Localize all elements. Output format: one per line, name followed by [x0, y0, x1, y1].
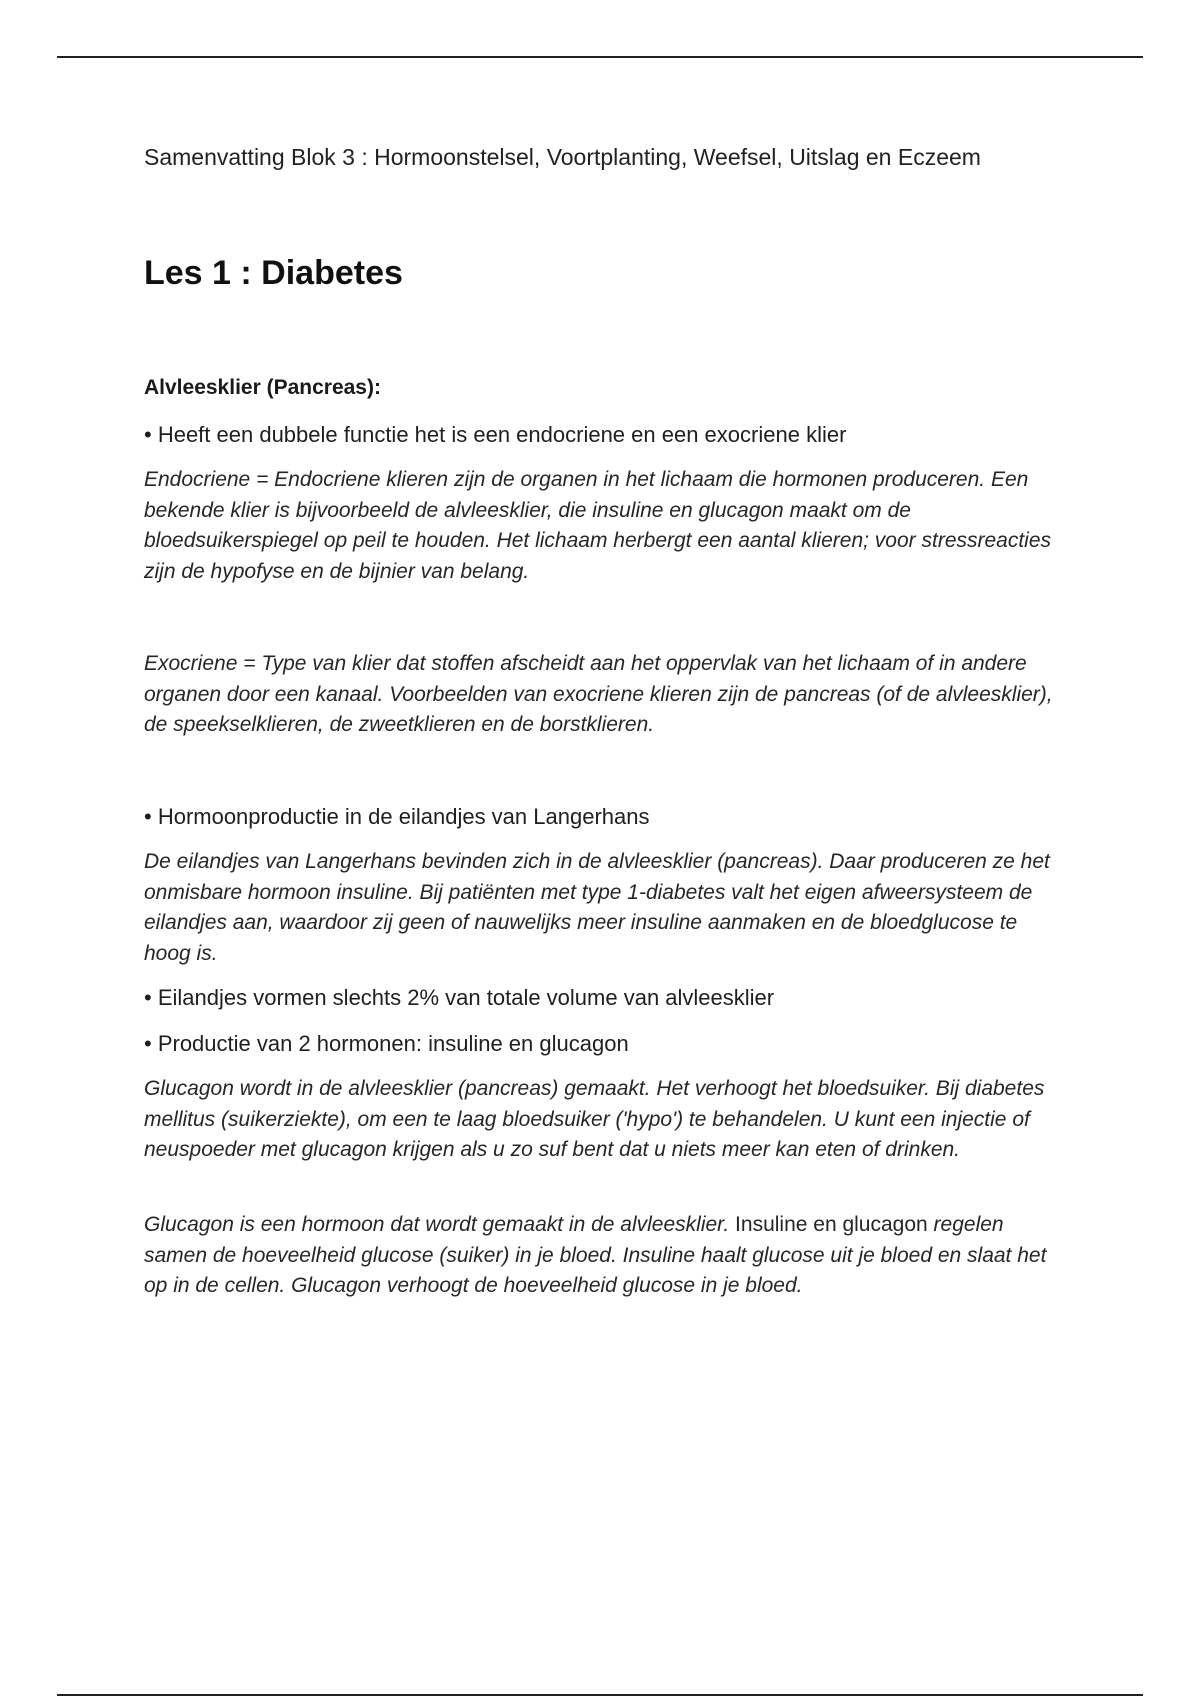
paragraph-glucagon-2 — [144, 1210, 1064, 1302]
paragraph-exocriene — [144, 649, 1064, 741]
bullet-item: • Eilandjes vormen slechts 2% van totale volume van alvleesklier — [144, 985, 775, 1010]
glucagon-text: Glucagon wordt in de alvleesklier (pancreas) gemaakt. Het verhoogt het bloedsuiker. Bij diabetes mellitus (suikerziekte), om een te laag bloedsuiker ('hypo') te behandelen. U kunt een injectie of neuspoeder met glucagon krijgen als u zo suf bent dat u niets meer kan eten of drinken. — [144, 1077, 1045, 1161]
bullet-volume — [144, 983, 1064, 1013]
pancreas-section — [144, 374, 1064, 402]
glucagon-insuline-text — [144, 1210, 1064, 1302]
paragraph-langerhans — [144, 847, 1064, 969]
insuline-glucagon-fragment: Insuline en glucagon — [729, 1213, 928, 1236]
glucagon-continuation: regelen samen de hoeveelheid glucose (suiker) in je bloed. Insuline haalt glucose uit je bloed en slaat het op in de cellen. Glucagon verhoogt de hoeveelheid glucose in je bloed. — [144, 1213, 1047, 1297]
paragraph-endocriene — [144, 465, 1064, 587]
langerhans-text: De eilandjes van Langerhans bevinden zich in de alvleesklier (pancreas). Daar produceren ze het onmisbare hormoon insuline. Bij patiënten met type 1-diabetes valt het eigen afweersysteem de eilandjes aan, waardoor zij geen of nauwelijks meer insuline aanmaken en de bloedglucose te hoog is. — [144, 850, 1050, 965]
bullet-dual-function — [144, 420, 1064, 450]
bullet-item: • Hormoonproductie in de eilandjes van Langerhans — [144, 804, 650, 829]
document-body — [144, 142, 1064, 1297]
bottom-divider — [57, 1694, 1143, 1696]
section-heading: Alvleesklier (Pancreas): — [144, 376, 381, 399]
bullet-item: • Productie van 2 hormonen: insuline en glucagon — [144, 1031, 629, 1056]
bullet-item: • Heeft een dubbele functie het is een endocriene en een exocriene klier — [144, 422, 847, 447]
document-subtitle: Samenvatting Blok 3 : Hormoonstelsel, Voortplanting, Weefsel, Uitslag en Eczeem — [144, 144, 981, 170]
glucagon-sentence: Glucagon is een hormoon dat wordt gemaakt in de alvleesklier. — [144, 1213, 730, 1236]
bullet-langerhans — [144, 802, 1064, 832]
bullet-hormones — [144, 1029, 1064, 1059]
definition-exocriene: Exocriene = Type van klier dat stoffen afscheidt aan het oppervlak van het lichaam of in andere organen door een kanaal. Voorbeelden van exocriene klieren zijn de pancreas (of de alvleesklier), de speekselklieren, de zweetklieren en de borstklieren. — [144, 652, 1053, 736]
paragraph-glucagon-1 — [144, 1074, 1064, 1166]
definition-endocriene: Endocriene = Endocriene klieren zijn de organen in het lichaam die hormonen produceren. Een bekende klier is bijvoorbeeld de alvleesklier, die insuline en glucagon maakt om de bloedsuikerspiegel op peil te houden. Het lichaam herbergt een aantal klieren; voor stressreacties zijn de hypofyse en de bijnier van belang. — [144, 468, 1052, 583]
lesson-title: Les 1 : Diabetes — [144, 254, 403, 292]
top-divider — [57, 56, 1143, 58]
